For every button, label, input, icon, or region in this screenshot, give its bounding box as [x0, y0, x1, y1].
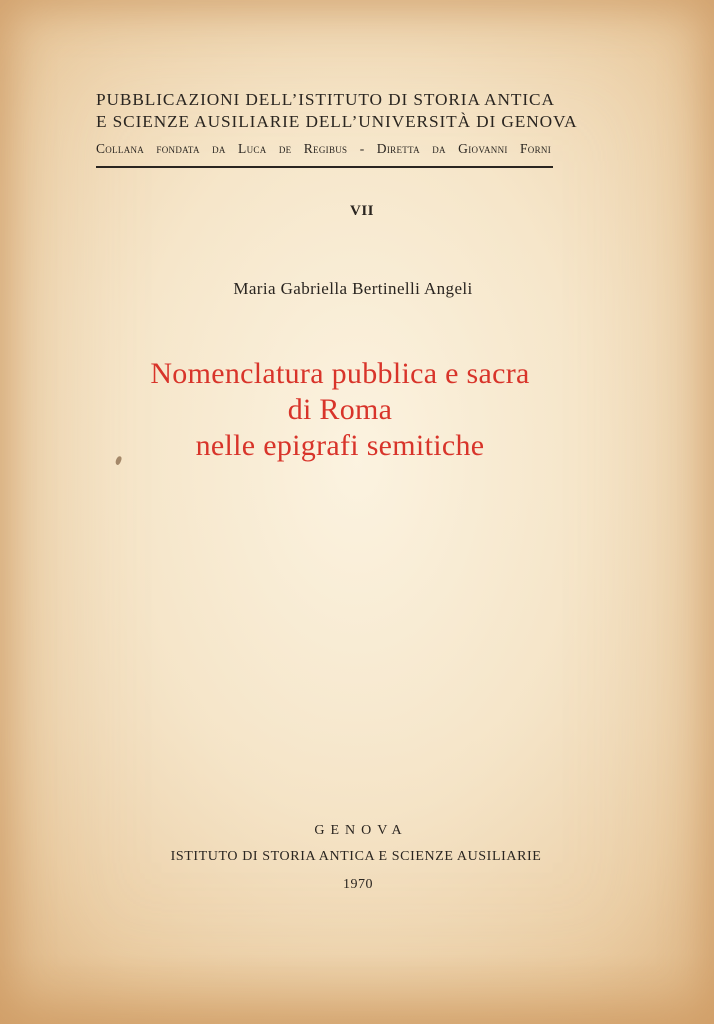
series-title-line-2: E SCIENZE AUSILIARIE DELL’UNIVERSITÀ DI GENOVA: [96, 112, 578, 131]
header-rule: [96, 166, 553, 168]
book-title-line-3: nelle epigrafi semitiche: [195, 429, 485, 462]
imprint-year: 1970: [343, 877, 373, 892]
imprint-publisher: ISTITUTO DI STORIA ANTICA E SCIENZE AUSILIARIE: [170, 849, 542, 864]
book-title: [0, 356, 714, 464]
imprint-city: GENOVA: [314, 823, 408, 838]
book-title-line-1: Nomenclatura pubblica e sacra: [150, 357, 530, 390]
series-editors: Collana fondata da Luca de Regibus - Diretta da Giovanni Forni: [96, 141, 551, 156]
author-name: Maria Gabriella Bertinelli Angeli: [233, 279, 473, 298]
book-title-line-2: di Roma: [287, 393, 393, 426]
volume-number: VII: [349, 203, 374, 219]
series-title-line-1: PUBBLICAZIONI DELL’ISTITUTO DI STORIA ANTICA: [96, 90, 555, 109]
